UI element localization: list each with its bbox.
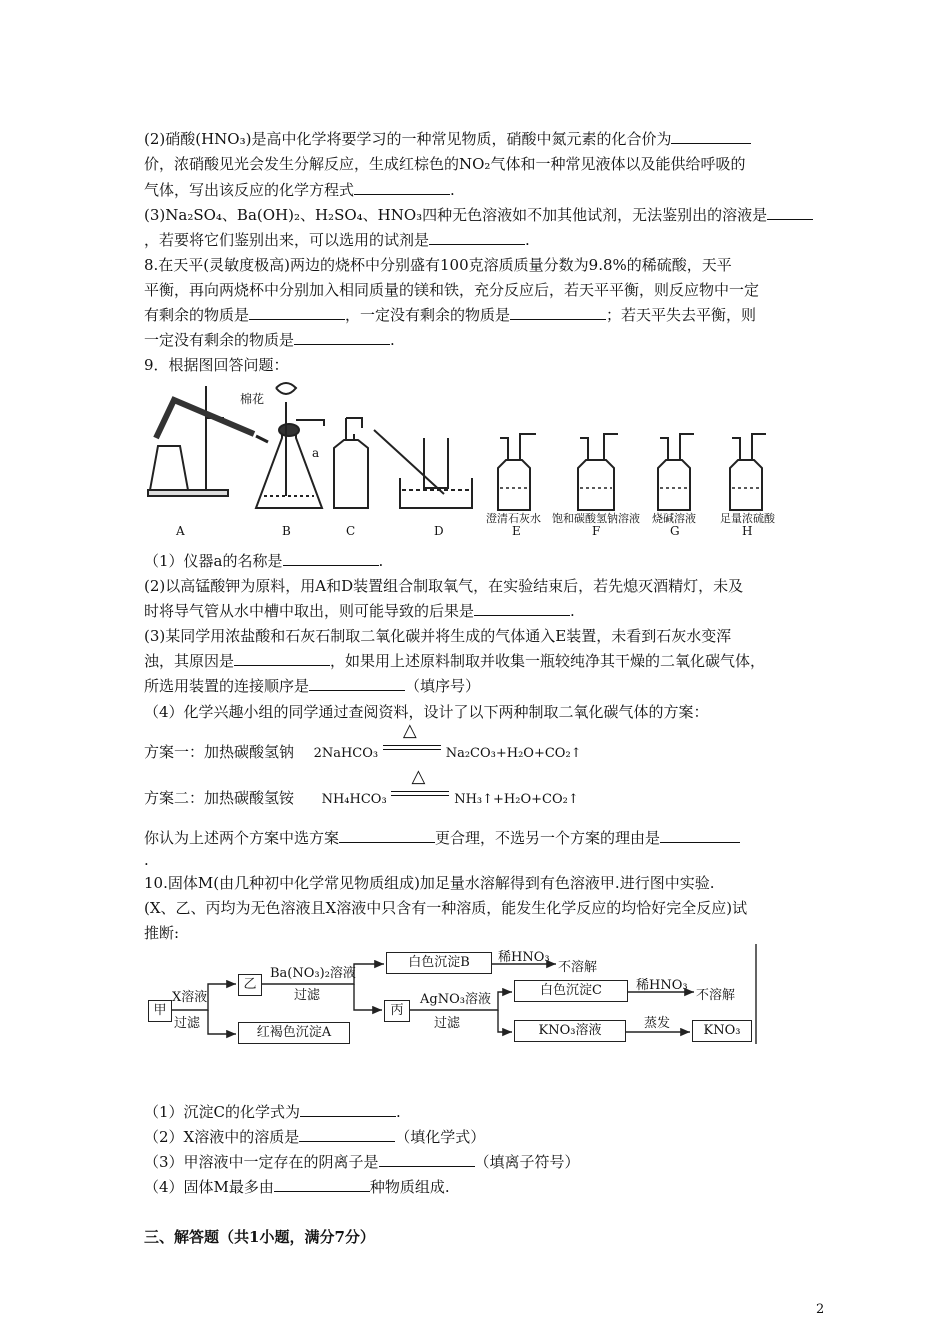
- evaporate-label: 蒸发: [644, 1016, 671, 1031]
- letter-A: A: [176, 524, 185, 538]
- box-white-C: 白色沉淀C: [514, 980, 628, 1002]
- insoluble-label: 不溶解: [558, 960, 598, 975]
- x-filter-label: 过滤: [174, 1016, 201, 1031]
- box-yi: 乙: [238, 974, 262, 996]
- plan-2: 方案二：加热碳酸氢铵 NH₄HCO₃ △ NH₃↑+H₂O+CO₂↑: [144, 766, 579, 807]
- a-mark-label: a: [312, 446, 320, 460]
- q10-line-3: 推断:: [144, 924, 180, 942]
- insoluble-label-2: 不溶解: [696, 988, 736, 1003]
- q9-choice-dot: .: [144, 851, 149, 869]
- q10-flowchart: [144, 944, 758, 1044]
- letter-H: H: [742, 524, 753, 538]
- cotton-label: 棉花: [240, 392, 265, 406]
- box-red-A: 红褐色沉淀A: [238, 1022, 350, 1044]
- q9-sub-3-line-2: 浊，其原因是 ，如果用上述原料制取并收集一瓶较纯净其干燥的二氧化碳气体，: [144, 652, 766, 670]
- q8-line-2: 平衡，再向两烧杯中分别加入相同质量的镁和铁，充分反应后，若天平平衡，则反应物中一定: [144, 281, 760, 299]
- heat-symbol-1: △: [402, 720, 417, 741]
- q9-title: 9．根据图回答问题：: [144, 356, 289, 374]
- box-kno3: KNO₃: [692, 1020, 752, 1042]
- reagent-G: 烧碱溶液: [652, 512, 696, 525]
- q9-sub-3-line-3: 所选用装置的连接顺序是 （填序号）: [144, 677, 481, 695]
- ba-filter-label: 过滤: [294, 988, 321, 1003]
- ba-solution-label: Ba(NO₃)₂溶液: [270, 966, 356, 981]
- q9-sub-2-line-1: (2)以高锰酸钾为原料，用A和D装置组合制取氧气，在实验结束后，若先熄灭酒精灯，未及: [144, 577, 744, 595]
- q9-sub-4: （4）化学兴趣小组的同学通过查阅资料，设计了以下两种制取二氧化碳气体的方案：: [144, 703, 709, 721]
- reagent-E: 澄清石灰水: [486, 512, 541, 525]
- box-white-B: 白色沉淀B: [386, 952, 492, 974]
- dilute-hno3-label-2: 稀HNO₃: [636, 978, 688, 993]
- ag-filter-label: 过滤: [434, 1016, 461, 1031]
- q10-line-2: (X、乙、丙均为无色溶液且X溶液中只含有一种溶质，能发生化学反应的均恰好完全反应)试: [144, 899, 748, 917]
- q8-line-3: 有剩余的物质是 ，一定没有剩余的物质是 ；若天平失去平衡，则: [144, 306, 757, 324]
- reagent-F: 饱和碳酸氢钠溶液: [552, 512, 640, 525]
- letter-D: D: [434, 524, 444, 538]
- x-solution-label: X溶液: [172, 990, 208, 1005]
- letter-E: E: [512, 524, 521, 538]
- q9-sub-1: （1）仪器a的名称是 .: [144, 552, 384, 570]
- q8-line-1: 8.在天平(灵敏度极高)两边的烧杯中分别盛有100克溶质质量分数为9.8%的稀硫酸，天平: [144, 256, 732, 274]
- q7-line-2: 价，浓硝酸见光会发生分解反应，生成红棕色的NO₂气体和一种常见液体以及能供给呼吸的: [144, 155, 746, 173]
- heat-symbol-2: △: [411, 766, 426, 787]
- q7-line-5: ，若要将它们鉴别出来，可以选用的试剂是 .: [144, 231, 530, 249]
- page-number: 2: [816, 1302, 825, 1317]
- box-jia: 甲: [148, 1000, 172, 1022]
- q10-sub-3: （3）甲溶液中一定存在的阴离子是 （填离子符号）: [144, 1153, 580, 1171]
- q9-choice: 你认为上述两个方案中选方案 更合理，不选另一个方案的理由是: [144, 828, 740, 848]
- q9-apparatus-figure: [144, 378, 780, 542]
- section-3-heading: 三、解答题（共1小题，满分7分）: [144, 1228, 375, 1246]
- q10-sub-4: （4）固体M最多由 种物质组成.: [144, 1178, 450, 1196]
- reagent-H: 足量浓硫酸: [720, 512, 775, 525]
- letter-F: F: [592, 524, 601, 538]
- q7-line-1: (2)硝酸(HNO₃)是高中化学将要学习的一种常见物质，硝酸中氮元素的化合价为: [144, 129, 751, 149]
- q10-sub-1: （1）沉淀C的化学式为 .: [144, 1103, 401, 1121]
- letter-C: C: [346, 524, 356, 538]
- q7-line-4: (3)Na₂SO₄、Ba(OH)₂、H₂SO₄、HNO₃四种无色溶液如不加其他试剂，无法鉴别出的溶液是: [144, 205, 813, 225]
- plan-1: 方案一：加热碳酸氢钠 2NaHCO₃ △ Na₂CO₃+H₂O+CO₂↑: [144, 720, 582, 761]
- letter-B: B: [282, 524, 291, 538]
- q9-sub-3-line-1: (3)某同学用浓盐酸和石灰石制取二氧化碳并将生成的气体通入E装置，未看到石灰水变浑: [144, 627, 732, 645]
- box-bing: 丙: [384, 1000, 410, 1022]
- letter-G: G: [670, 524, 680, 538]
- q9-sub-2-line-2: 时将导气管从水中槽中取出，则可能导致的后果是 .: [144, 602, 575, 620]
- q7-line-3: 气体，写出该反应的化学方程式 .: [144, 181, 455, 199]
- dilute-hno3-label: 稀HNO₃: [498, 950, 550, 965]
- ag-solution-label: AgNO₃溶液: [420, 992, 491, 1007]
- q8-line-4: 一定没有剩余的物质是 .: [144, 331, 395, 349]
- q10-line-1: 10.固体M(由几种初中化学常见物质组成)加足量水溶解得到有色溶液甲.进行图中实验.: [144, 874, 715, 892]
- box-kno3-solution: KNO₃溶液: [514, 1020, 626, 1042]
- q10-sub-2: （2）X溶液中的溶质是 （填化学式）: [144, 1128, 486, 1146]
